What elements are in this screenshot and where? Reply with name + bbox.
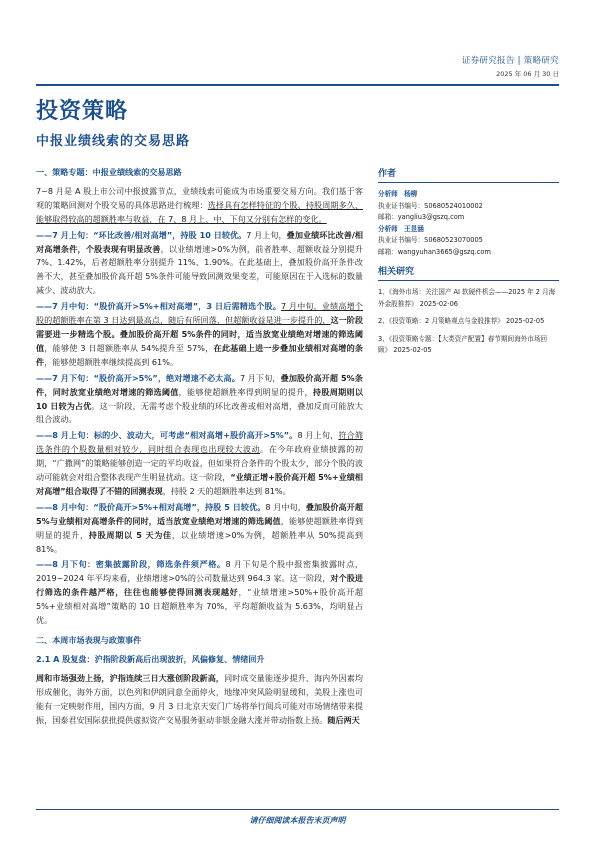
aug-mid-text-e: ，以业绩增速>0%为例，超额胜率从 50%提高到 81%。 <box>36 529 363 554</box>
footer-divider <box>36 809 559 810</box>
july-early-heading: ——7 月上旬：“环比改善/相对高增”，持股 10 日较优。 <box>36 229 247 240</box>
related-item[interactable]: 2、《投资策略：2 月策略观点与金股推荐》 2025-02-05 <box>378 317 545 325</box>
july-early-bold: 叠加业绩环比改善/相对高增条件，个股表现有明显改善 <box>36 229 363 254</box>
section-heading-2: 二、本周市场表现与政策事件 <box>36 635 142 645</box>
july-mid-bold-d: 在此基础上进一步叠加业绩相对高增的条件 <box>36 342 363 367</box>
july-mid-bold: 这一阶段需要进一步精选个股。叠加股价高开超 5%条件的同时，适当放宽业绩绝对增速的筛选阈值 <box>36 315 363 353</box>
aug-mid-bold-d: 持股周期以 5 天为佳 <box>88 529 172 540</box>
aug-early-text-a: 8 月上旬， <box>297 430 339 441</box>
paragraph-market <box>36 672 363 728</box>
july-late-bold-d: 持股周期则以 10 日较为占优 <box>36 386 363 411</box>
aug-mid-bold: 叠加股价高开超 5%与业绩相对高增条件的同时，适当放宽业绩绝对增速的筛选阈值 <box>36 501 363 526</box>
paragraph-intro <box>36 185 363 227</box>
analyst-1-name: 杨柳 <box>404 190 418 198</box>
aug-late-heading: ——8 月下旬：密集披露阶段，筛选条件须严格。 <box>36 559 226 570</box>
aug-early-underline: 符合筛选条件的个股数量相对较少，同时组合表现也出现较大波动 <box>36 430 363 455</box>
july-mid-heading: ——7 月中旬：“股价高开>5%+相对高增”，3 日后需精选个股。 <box>36 301 282 312</box>
report-category: 证券研究报告 | 策略研究 <box>461 56 559 66</box>
paragraph-aug-late <box>36 558 363 628</box>
analyst-2 <box>378 224 559 236</box>
aug-mid-text-a: 8 月中旬， <box>265 501 306 512</box>
july-mid-text-a: 7 月中旬，业绩高增个股的超额胜率在第 3 日达到最高点，随后有所回落，但超额收益是进一步提升的， <box>36 301 363 326</box>
related-item[interactable]: 1、《海外市场：关注国产 AI 软硬件机会——2025 年 2 月海外金股推荐》 2025-02-06 <box>378 288 556 308</box>
july-mid-text-e: ，能够使超额胜率继续提高到 61%。 <box>44 356 178 367</box>
paragraph-aug-early <box>36 429 363 499</box>
related-item[interactable]: 3、《投资策略专题：【大类资产配置】春节期间海外市场回顾》 2025-02-05 <box>378 334 548 354</box>
july-late-bold: 叠加股价高开超 5%条件，同时放宽业绩绝对增速的筛选阈值 <box>36 372 363 397</box>
july-late-heading: ——7 月下旬：“股价高开>5%”，绝对增速不必太高。 <box>36 372 240 383</box>
july-late-text-c: ，能够使超额胜率得到明显的提升， <box>178 386 313 397</box>
page-subtitle: 中报业绩线索的交易思路 <box>36 134 191 149</box>
authors-heading: 作者 <box>378 166 559 183</box>
footer-disclaimer: 请仔细阅读本报告末页声明 <box>249 816 346 825</box>
main-content <box>36 166 363 729</box>
july-early-text-c: ，以业绩增速>0%为例，前者胜率、超额收益分别提升 7%、1.42%，后者超额胜率分别提升 11%、1.90%。在此基础上，叠加股价高开条件改善不大，甚至叠加股价高开超 5%条件可能导致回测效果变差，可能原因在于入选标的数量减少、波动放大。 <box>36 243 363 296</box>
page-title: 投资策略 <box>36 99 129 124</box>
aug-mid-text-c: ，能够使超额胜率得到明显的提升， <box>36 515 363 540</box>
analyst-2-role: 分析师 <box>378 224 398 233</box>
aug-late-text-c: ，“业绩增速>50%+股价高开超 5%+业绩相对高增”策略的 10 日超额胜率为 70%，平均超额收益为 5.63%，均明显占优。 <box>36 587 363 626</box>
aug-early-text-c: 。在今年政府业绩披露的初期，“广撒网”的策略能够创造一定的平均收益，但如果符合条件的个股太少，部分个股的波动可能就会对组合整体表现产生明显扰动。这一阶段， <box>36 444 363 483</box>
intro-text: 7~8 月是 A 股上市公司中报披露节点，业绩线索可能成为市场重要交易方向。我们基于客观的策略回测对个股交易的具体思路进行梳理： <box>36 185 363 210</box>
section-heading-1: 一、策略专题：中报业绩线索的交易思路 <box>36 167 182 177</box>
market-bold: 周和市场强劲上扬，沪指连续三日大涨创阶段新高， <box>36 672 225 683</box>
report-date: 2025 年 06 月 30 日 <box>496 70 559 78</box>
market-bold-end: 随后两天 <box>327 714 360 725</box>
aug-early-text-e: ，持股 2 天的超额胜率达到 81%。 <box>162 485 291 496</box>
section-heading-2-1: 2.1 A 股复盘：沪指阶段新高后出现波折，风偏修复、情绪回升 <box>36 653 265 664</box>
july-mid-text-c: ，能够使 3 日超额胜率从 54%提升至 57%， <box>44 342 214 353</box>
intro-emphasis: 选择具有怎样特征的个股、持股周期多久、能够取得较高的超额胜率与收益，在 7、8 月上、中、下旬又分别有怎样的变化。 <box>36 199 363 224</box>
july-late-text-e: 。这一阶段，无需考虑个股业绩的环比改善或相对高增，叠加反而可能放大组合波动。 <box>36 400 363 425</box>
analyst-1 <box>378 189 559 201</box>
july-early-text-a: 7 月上旬， <box>246 229 287 240</box>
paragraph-aug-mid <box>36 501 363 557</box>
paragraph-july-late <box>36 372 363 428</box>
analyst-1-license: 执业证书编号：S0680524010002 <box>378 201 483 210</box>
analyst-2-name: 王昱涵 <box>404 224 424 233</box>
sidebar <box>378 166 559 363</box>
paragraph-july-early <box>36 229 363 299</box>
market-text: 同时成交量能逐步提升、海内外因素均形成催化，海外方面，以色列和伊朗同意全面停火，地缘冲突风险明显缓和，美股上涨也可能有一定映射作用，国内方面，9 月 3 日北京天安门广场将举行阅兵可能对市场情绪带来提振，国泰君安国际获批提供虚拟资产交易服务驱动非银金融大涨并带动指数上扬。 <box>36 672 363 725</box>
aug-early-heading: ——8 月上旬：标的少、波动大，可考虑“相对高增+股价高开>5%”。 <box>36 430 298 441</box>
analyst-1-role: 分析师 <box>378 190 398 198</box>
header-divider <box>36 84 559 86</box>
aug-early-bold: “业绩正增+股价高开超 5%+业绩相对高增”组合取得了不错的回测表现 <box>36 472 363 496</box>
analyst-2-email[interactable]: 邮箱：wangyuhan3665@gszq.com <box>378 247 491 256</box>
analyst-1-email[interactable]: 邮箱：yangliu3@gszq.com <box>378 213 465 221</box>
aug-late-bold: 对个股进行筛选的条件越严格，往往也能够使得回测表现越好 <box>36 573 363 598</box>
related-heading: 相关研究 <box>378 264 559 281</box>
aug-mid-heading: ——8 月中旬：“股价高开>5%+相对高增”，持股 5 日较优。 <box>36 501 266 512</box>
paragraph-july-mid <box>36 300 363 370</box>
aug-late-text-a: 8 月下旬是个股中报密集披露时点，2019~2024 年平均来看，业绩增速>0%的公司数量达到 964.3 家。这一阶段， <box>36 559 363 584</box>
analyst-2-license: 执业证书编号：S0680523070005 <box>378 236 483 244</box>
july-late-text-a: 7 月下旬， <box>239 372 281 383</box>
